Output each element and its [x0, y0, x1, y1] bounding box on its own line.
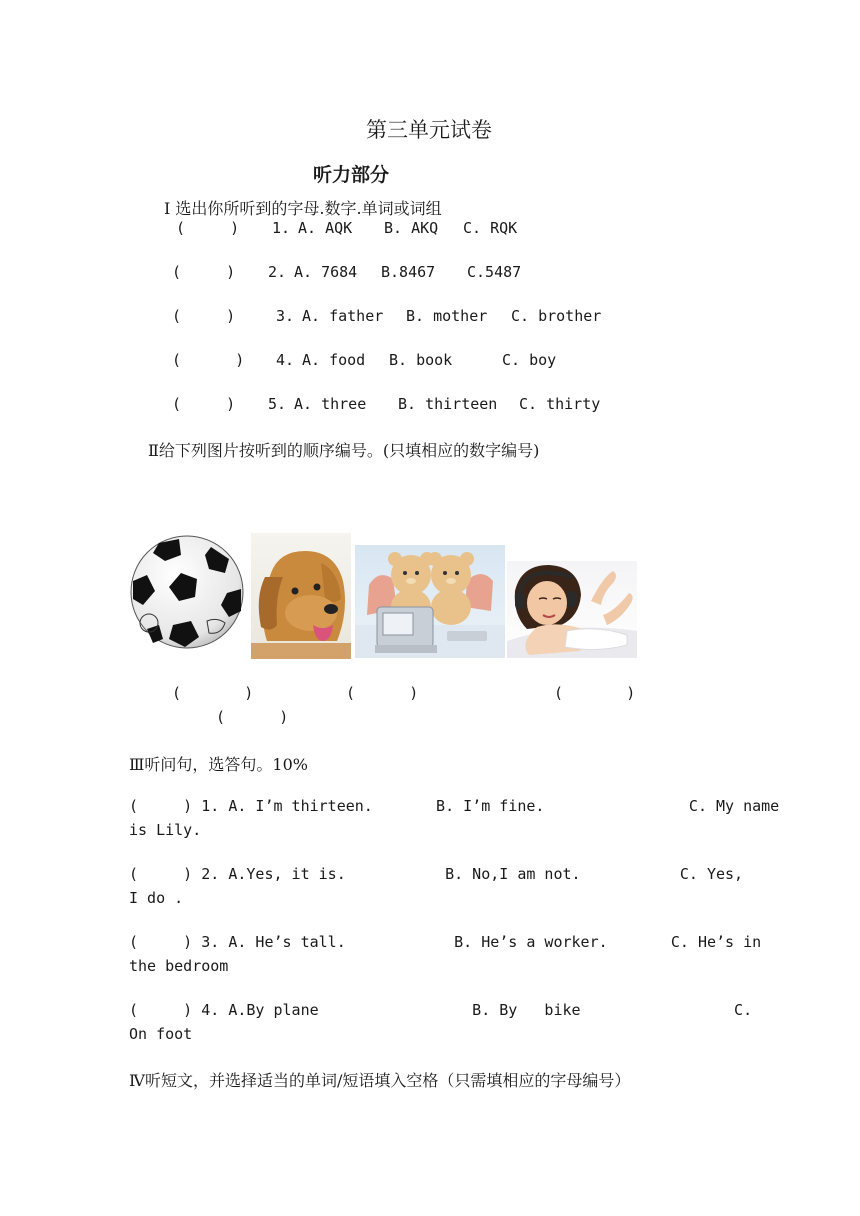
picture-blank-4[interactable]: ( ): [216, 708, 289, 726]
item-number: 3.: [276, 307, 295, 325]
answer-blank[interactable]: ( ): [172, 307, 236, 325]
option-c: C. brother: [511, 307, 602, 325]
option-c: C.5487: [467, 263, 522, 281]
item-number: 4.: [276, 351, 295, 369]
girl-headphones-icon: [507, 561, 637, 658]
option-c: C. boy: [502, 351, 557, 369]
picture-blank-1[interactable]: ( ): [172, 684, 254, 702]
option-b: B. thirteen: [398, 395, 498, 413]
option-b: B. AKQ: [384, 219, 439, 237]
girl-headphones-picture: [507, 561, 637, 658]
option-c: C. thirty: [519, 395, 601, 413]
option-c: C. RQK: [463, 219, 518, 237]
question-line-continued: I do .: [129, 889, 184, 907]
answer-blank[interactable]: ( ): [176, 219, 240, 237]
answer-blank[interactable]: ( ): [172, 351, 245, 369]
picture-blank-3[interactable]: ( ): [554, 684, 636, 702]
section2-heading: Ⅱ给下列图片按听到的顺序编号。(只填相应的数字编号): [148, 441, 540, 460]
section4-heading: Ⅳ听短文，并选择适当的单词/短语填入空格（只需填相应的字母编号）: [129, 1071, 631, 1090]
item-number: 1.: [272, 219, 291, 237]
question-line: ( ) 4. A.By plane B. By bike C.: [129, 1001, 753, 1019]
option-b: B. mother: [406, 307, 488, 325]
option-b: B.8467: [381, 263, 436, 281]
item-number: 2.: [268, 263, 287, 281]
question-line: ( ) 1. A. I’m thirteen. B. I’m fine. C. My name: [129, 797, 780, 815]
item-number: 5.: [268, 395, 287, 413]
teddy-bears-icon: [355, 545, 505, 658]
option-a: A. 7684: [294, 263, 358, 281]
option-a: A. AQK: [298, 219, 353, 237]
question-line-continued: is Lily.: [129, 821, 202, 839]
dog-picture: [251, 533, 351, 659]
option-b: B. book: [389, 351, 453, 369]
question-line-continued: On foot: [129, 1025, 193, 1043]
dog-icon: [251, 533, 351, 659]
page-title: 第三单元试卷: [366, 118, 492, 142]
option-a: A. food: [302, 351, 366, 369]
answer-blank[interactable]: ( ): [172, 263, 236, 281]
question-line-continued: the bedroom: [129, 957, 229, 975]
option-a: A. father: [302, 307, 384, 325]
teddy-bears-picture: [355, 545, 505, 658]
soccer-ball-icon: [129, 533, 245, 651]
question-line: ( ) 2. A.Yes, it is. B. No,I am not. C. Yes,: [129, 865, 744, 883]
question-line: ( ) 3. A. He’s tall. B. He’s a worker. C. He’s in: [129, 933, 762, 951]
page-subtitle: 听力部分: [313, 164, 390, 186]
soccer-ball-picture: [129, 533, 245, 651]
option-a: A. three: [294, 395, 367, 413]
answer-blank[interactable]: ( ): [172, 395, 236, 413]
picture-blank-2[interactable]: ( ): [346, 684, 419, 702]
section1-heading: I 选出你所听到的字母.数字.单词或词组: [164, 199, 442, 218]
section3-heading: Ⅲ听问句，选答句。10%: [129, 755, 308, 774]
